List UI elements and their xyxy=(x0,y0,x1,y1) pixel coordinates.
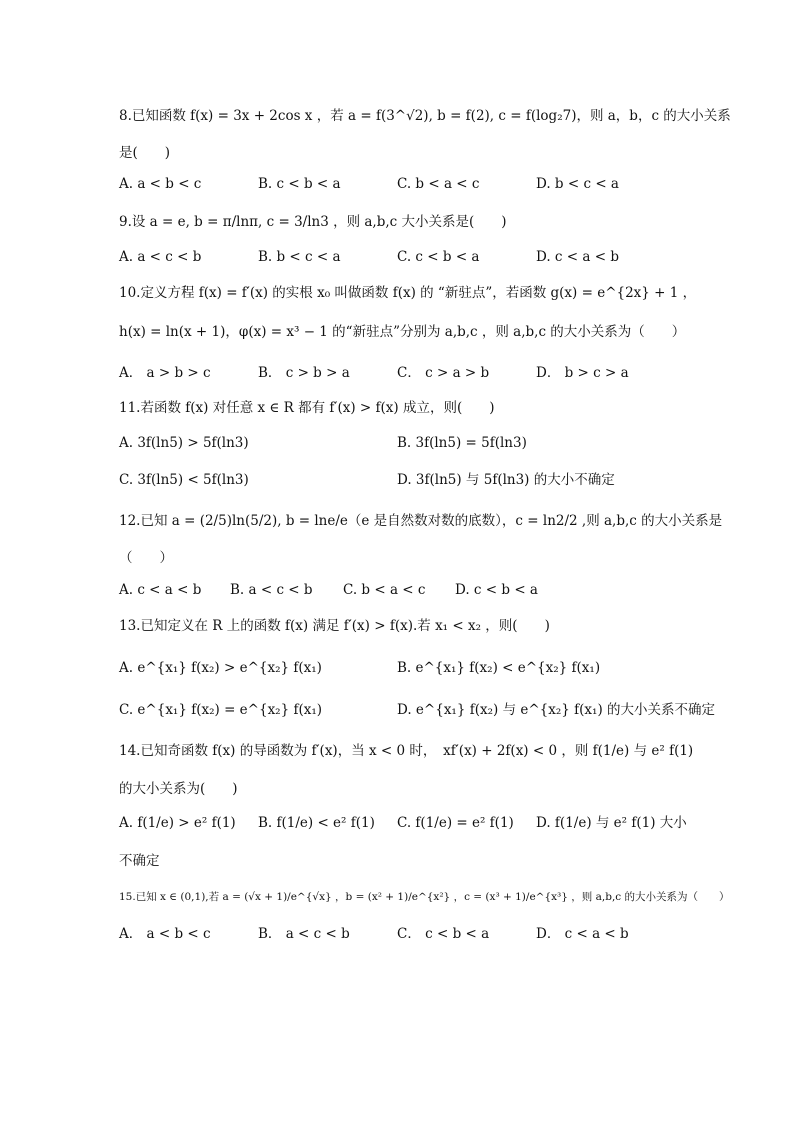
q9-option-b: B. b < c < a xyxy=(258,249,341,265)
q12-option-c: C. b < a < c xyxy=(343,582,426,598)
q12-option-d: D. c < b < a xyxy=(455,582,538,598)
q9-option-c: C. c < b < a xyxy=(397,249,480,265)
q14-option-d-tail: 不确定 xyxy=(119,853,160,869)
q15-stem: 15.已知 x ∈ (0,1),若 a = (√x + 1)/e^{√x} ，b = (x² + 1)/e^{x²} ，c = (x³ + 1)/e^{x³} ，则 a,b,c 的大小关系为（ ） xyxy=(119,891,730,903)
q15-option-a: A． a < b < c xyxy=(119,926,211,942)
q10-stem-line-2: h(x) = ln(x + 1)，φ(x) = x³ − 1 的“新驻点”分别为 a,b,c ，则 a,b,c 的大小关系为（ ） xyxy=(119,324,686,340)
q11-option-b: B. 3f(ln5) = 5f(ln3) xyxy=(397,435,527,451)
q10-option-d: D． b > c > a xyxy=(536,365,629,381)
q14-stem-line-2: 的大小关系为( ) xyxy=(119,781,238,797)
q11-option-c: C. 3f(ln5) < 5f(ln3) xyxy=(119,472,249,488)
q14-option-b: B. f(1/e) < e² f(1) xyxy=(258,815,375,831)
q8-option-b: B. c < b < a xyxy=(258,176,341,192)
q10-option-a: A． a > b > c xyxy=(119,365,211,381)
q12-stem-line-2: （ ） xyxy=(119,550,173,566)
q8-option-d: D. b < c < a xyxy=(536,176,619,192)
q13-option-c: C. e^{x₁} f(x₂) = e^{x₂} f(x₁) xyxy=(119,702,323,718)
q10-option-b: B． c > b > a xyxy=(258,365,350,381)
q8-stem-line-2: 是( ) xyxy=(119,145,171,161)
q12-option-b: B. a < c < b xyxy=(230,582,313,598)
q13-option-b: B. e^{x₁} f(x₂) < e^{x₂} f(x₁) xyxy=(397,660,601,676)
q10-option-c: C． c > a > b xyxy=(397,365,490,381)
q14-stem-line-1: 14.已知奇函数 f(x) 的导函数为 f′(x)，当 x < 0 时， xf′(x) + 2f(x) < 0 ，则 f(1/e) 与 e² f(1) xyxy=(119,743,694,759)
q11-option-d: D. 3f(ln5) 与 5f(ln3) 的大小不确定 xyxy=(397,472,615,488)
q9-stem: 9.设 a = e, b = π/lnπ, c = 3/ln3 ，则 a,b,c 大小关系是( ) xyxy=(119,214,507,230)
q12-option-a: A. c < a < b xyxy=(119,582,202,598)
q15-option-c: C． c < b < a xyxy=(397,926,490,942)
q13-stem: 13.已知定义在 R 上的函数 f(x) 满足 f′(x) > f(x).若 x₁ < x₂ ，则( ) xyxy=(119,618,550,634)
q10-stem-line-1: 10.定义方程 f(x) = f′(x) 的实根 x₀ 叫做函数 f(x) 的 “新驻点”，若函数 g(x) = e^{2x} + 1 ， xyxy=(119,285,697,301)
q13-option-d: D. e^{x₁} f(x₂) 与 e^{x₂} f(x₁) 的大小关系不确定 xyxy=(397,702,716,718)
q15-option-d: D． c < a < b xyxy=(536,926,629,942)
q15-option-b: B． a < c < b xyxy=(258,926,350,942)
q9-option-a: A. a < c < b xyxy=(119,249,202,265)
q11-option-a: A. 3f(ln5) > 5f(ln3) xyxy=(119,435,249,451)
q11-stem: 11.若函数 f(x) 对任意 x ∈ R 都有 f′(x) > f(x) 成立，则( ) xyxy=(119,400,495,416)
q14-option-a: A. f(1/e) > e² f(1) xyxy=(119,815,236,831)
q8-option-a: A. a < b < c xyxy=(119,176,202,192)
q12-stem-line-1: 12.已知 a = (2/5)ln(5/2), b = lne/e（e 是自然数对数的底数），c = ln2/2 ,则 a,b,c 的大小关系是 xyxy=(119,513,723,529)
q9-option-d: D. c < a < b xyxy=(536,249,619,265)
q14-option-d: D. f(1/e) 与 e² f(1) 大小 xyxy=(536,815,687,831)
q8-option-c: C. b < a < c xyxy=(397,176,480,192)
q13-option-a: A. e^{x₁} f(x₂) > e^{x₂} f(x₁) xyxy=(119,660,322,676)
q14-option-c: C. f(1/e) = e² f(1) xyxy=(397,815,514,831)
q8-stem-line-1: 8.已知函数 f(x) = 3x + 2cos x ，若 a = f(3^√2), b = f(2), c = f(log₂7)，则 a，b，c 的大小关系 xyxy=(119,108,731,124)
